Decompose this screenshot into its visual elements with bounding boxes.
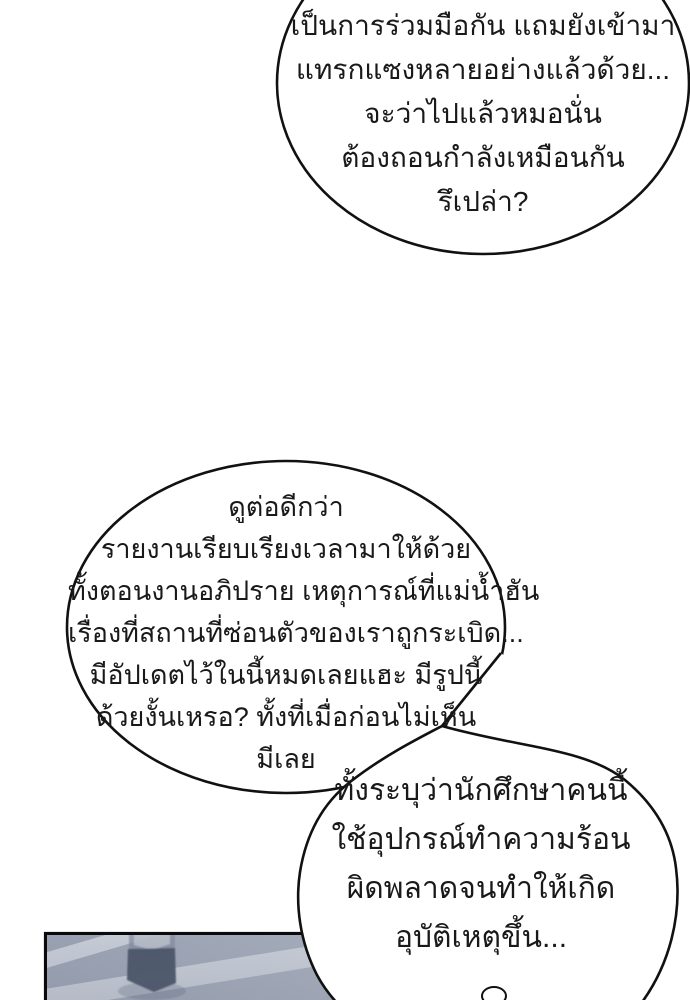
speech-text-line: ด้วยงั้นเหรอ? ทั้งที่เมื่อก่อนไม่เห็น: [95, 702, 477, 732]
small-bubble: [482, 987, 506, 1000]
speech-text-line: ทั้งระบุว่านักศึกษาคนนี้: [334, 774, 628, 807]
speech-text-line: จะว่าไปแล้วหมอนั่น: [364, 98, 602, 129]
speech-text-line: ต้องถอนกำลังเหมือนกัน: [341, 142, 625, 173]
speech-text-line: รึเปล่า?: [437, 186, 529, 217]
speech-text-line: ใช้อุปกรณ์ทำความร้อน: [331, 823, 631, 856]
speech-text-line: ทั้งตอนงานอภิปราย เหตุการณ์ที่แม่น้ำฮัน: [68, 576, 540, 606]
speech-bubble-2-text: [68, 486, 540, 780]
speech-text-line: เป็นการร่วมมือกัน แถมยังเข้ามา: [290, 10, 676, 41]
speech-text-line: มีอัปเดตไว้ในนี้หมดเลยแฮะ มีรูปนี้: [89, 660, 483, 690]
speech-text-line: รายงานเรียบเรียงเวลามาให้ด้วย: [100, 534, 472, 564]
speech-text-line: มีเลย: [256, 744, 316, 774]
speech-text-line: ผิดพลาดจนทำให้เกิด: [346, 872, 616, 905]
speech-text-line: เรื่องที่สถานที่ซ่อนตัวของเราถูกระเบิด...: [68, 618, 524, 648]
speech-text-line: แทรกแซงหลายอย่างแล้วด้วย...: [295, 54, 671, 85]
speech-bubble-1-text: [278, 4, 688, 224]
speech-bubble-3-text: [298, 766, 664, 962]
speech-text-line: อุบัติเหตุขึ้น...: [394, 921, 568, 954]
speech-text-line: ดูต่อดีกว่า: [228, 492, 344, 522]
